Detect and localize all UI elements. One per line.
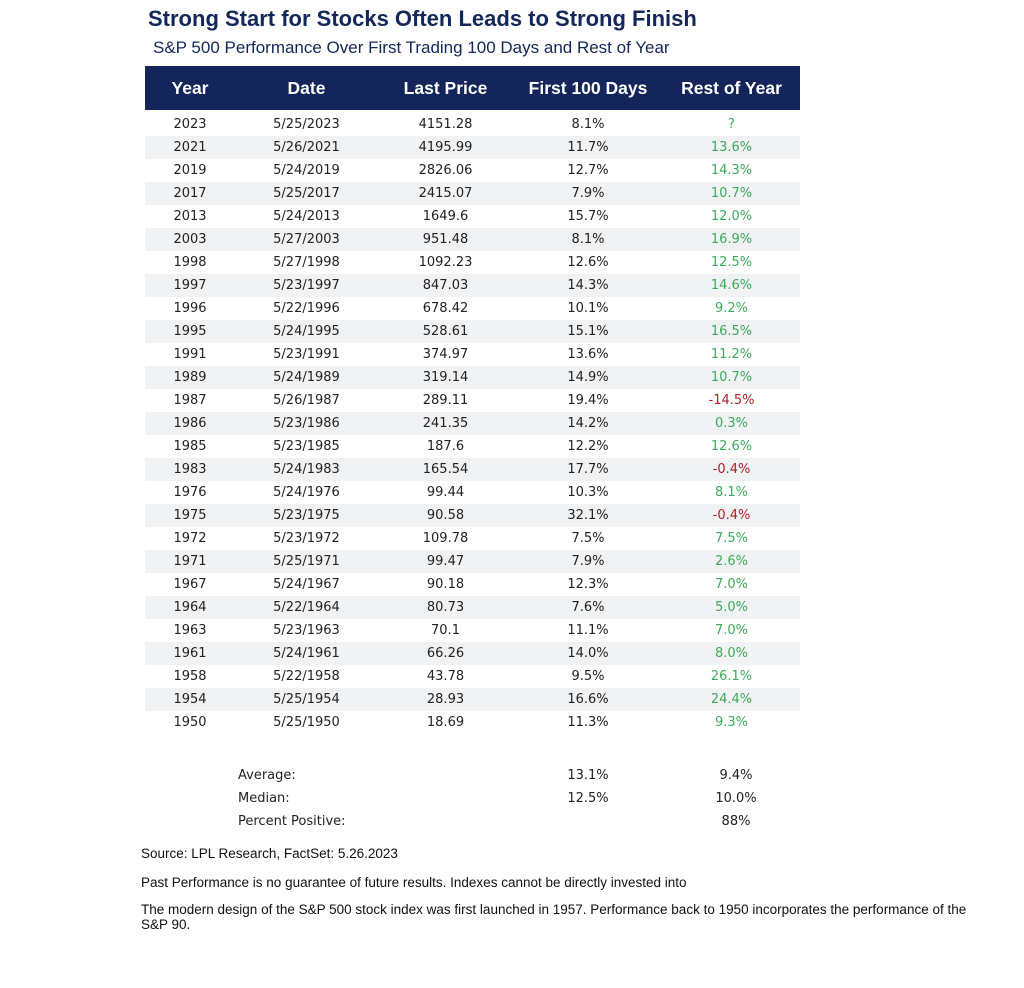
cell-last-price: 66.26 (426, 646, 465, 661)
cell-year: 1989 (173, 370, 207, 385)
cell-first-100-days: 14.0% (567, 646, 609, 661)
cell-date: 5/25/2023 (273, 117, 340, 132)
cell-rest-of-year: 12.5% (710, 255, 753, 270)
cell-first-100-days: 10.3% (567, 485, 609, 500)
table-row (145, 182, 800, 205)
cell-year: 1950 (173, 715, 207, 730)
chart-title: Strong Start for Stocks Often Leads to Strong Finish (148, 6, 697, 31)
table-row (145, 596, 800, 619)
column-header-date: Date (287, 77, 326, 98)
table-row (145, 412, 800, 435)
cell-rest-of-year: 14.6% (710, 278, 753, 293)
table-row (145, 688, 800, 711)
disclaimer-note: Past Performance is no guarantee of future results. Indexes cannot be directly invested into (141, 875, 687, 890)
column-header-year: Year (171, 77, 209, 98)
table-header (145, 66, 800, 110)
cell-last-price: 70.1 (431, 623, 460, 638)
cell-rest-of-year: 16.5% (710, 324, 753, 339)
cell-last-price: 289.11 (422, 393, 469, 408)
cell-year: 1997 (173, 278, 207, 293)
summary-label: Median: (238, 791, 290, 806)
cell-first-100-days: 8.1% (571, 232, 605, 247)
cell-rest-of-year: 8.1% (714, 485, 749, 500)
cell-first-100-days: 14.3% (567, 278, 609, 293)
cell-rest-of-year: -14.5% (708, 393, 755, 408)
cell-year: 2003 (173, 232, 207, 247)
table-body (145, 113, 800, 734)
table-row (145, 159, 800, 182)
cell-rest-of-year: 2.6% (714, 554, 749, 569)
table-row (145, 619, 800, 642)
cell-first-100-days: 7.9% (571, 554, 605, 569)
cell-last-price: 4195.99 (418, 140, 473, 155)
column-header-rest-of-year: Rest of Year (681, 77, 782, 98)
cell-first-100-days: 32.1% (567, 508, 609, 523)
column-header-last-price: Last Price (403, 77, 488, 98)
cell-date: 5/22/1996 (273, 301, 340, 316)
cell-last-price: 1092.23 (418, 255, 473, 270)
cell-year: 1991 (173, 347, 207, 362)
table-row (145, 366, 800, 389)
summary-first-100-days: 13.1% (567, 768, 609, 783)
cell-year: 1958 (173, 669, 207, 684)
cell-rest-of-year: -0.4% (712, 462, 751, 477)
cell-date: 5/26/2021 (273, 140, 340, 155)
cell-rest-of-year: 7.0% (714, 623, 749, 638)
cell-first-100-days: 12.2% (567, 439, 609, 454)
table-row (145, 251, 800, 274)
cell-year: 1954 (173, 692, 207, 707)
summary-first-100-days: 12.5% (567, 791, 609, 806)
cell-rest-of-year: 12.6% (710, 439, 753, 454)
cell-year: 1996 (173, 301, 207, 316)
cell-first-100-days: 14.2% (567, 416, 609, 431)
cell-date: 5/24/1967 (273, 577, 340, 592)
cell-year: 2013 (173, 209, 207, 224)
cell-date: 5/22/1958 (273, 669, 340, 684)
cell-first-100-days: 11.7% (567, 140, 609, 155)
cell-date: 5/24/2013 (273, 209, 340, 224)
cell-last-price: 241.35 (422, 416, 469, 431)
cell-year: 1972 (173, 531, 207, 546)
table-row (145, 573, 800, 596)
cell-last-price: 90.58 (426, 508, 465, 523)
cell-year: 1985 (173, 439, 207, 454)
performance-table (145, 66, 800, 734)
summary-rest-of-year: 9.4% (719, 768, 753, 783)
cell-year: 2019 (173, 163, 207, 178)
cell-first-100-days: 11.1% (567, 623, 609, 638)
cell-rest-of-year: ? (728, 117, 735, 132)
cell-last-price: 109.78 (422, 531, 469, 546)
cell-date: 5/24/1976 (273, 485, 340, 500)
cell-date: 5/25/1971 (273, 554, 340, 569)
table-row (145, 435, 800, 458)
cell-first-100-days: 14.9% (567, 370, 609, 385)
cell-rest-of-year: 5.0% (714, 600, 749, 615)
table-row (145, 481, 800, 504)
cell-first-100-days: 9.5% (571, 669, 605, 684)
cell-rest-of-year: 13.6% (710, 140, 753, 155)
cell-rest-of-year: 10.7% (710, 186, 753, 201)
summary-block (238, 764, 768, 833)
cell-rest-of-year: 26.1% (710, 669, 753, 684)
cell-rest-of-year: 8.0% (714, 646, 749, 661)
cell-date: 5/25/1954 (273, 692, 340, 707)
table-row (145, 665, 800, 688)
cell-last-price: 187.6 (426, 439, 465, 454)
cell-last-price: 374.97 (422, 347, 469, 362)
cell-first-100-days: 19.4% (567, 393, 609, 408)
cell-first-100-days: 13.6% (567, 347, 609, 362)
cell-first-100-days: 12.6% (567, 255, 609, 270)
cell-first-100-days: 10.1% (567, 301, 609, 316)
cell-last-price: 951.48 (422, 232, 469, 247)
cell-year: 1967 (173, 577, 207, 592)
cell-last-price: 678.42 (422, 301, 469, 316)
cell-year: 1971 (173, 554, 207, 569)
cell-year: 1998 (173, 255, 207, 270)
cell-last-price: 528.61 (422, 324, 469, 339)
cell-year: 2021 (173, 140, 207, 155)
summary-label: Percent Positive: (238, 814, 346, 829)
cell-last-price: 90.18 (426, 577, 465, 592)
table-row (145, 228, 800, 251)
summary-label: Average: (238, 768, 296, 783)
cell-rest-of-year: -0.4% (712, 508, 751, 523)
cell-year: 1995 (173, 324, 207, 339)
cell-last-price: 28.93 (426, 692, 465, 707)
cell-last-price: 319.14 (422, 370, 469, 385)
cell-rest-of-year: 7.5% (714, 531, 749, 546)
cell-last-price: 2415.07 (418, 186, 473, 201)
cell-first-100-days: 11.3% (567, 715, 609, 730)
cell-year: 2023 (173, 117, 207, 132)
cell-first-100-days: 12.7% (567, 163, 609, 178)
cell-date: 5/24/1989 (273, 370, 340, 385)
cell-date: 5/23/1972 (273, 531, 340, 546)
table-row (145, 527, 800, 550)
cell-last-price: 2826.06 (418, 163, 473, 178)
cell-rest-of-year: 12.0% (710, 209, 753, 224)
cell-date: 5/23/1975 (273, 508, 340, 523)
cell-date: 5/27/2003 (273, 232, 340, 247)
cell-rest-of-year: 7.0% (714, 577, 749, 592)
cell-date: 5/24/2019 (273, 163, 340, 178)
cell-year: 1975 (173, 508, 207, 523)
cell-date: 5/23/1985 (273, 439, 340, 454)
cell-date: 5/24/1995 (273, 324, 340, 339)
table-row (145, 113, 800, 136)
cell-rest-of-year: 0.3% (714, 416, 749, 431)
cell-first-100-days: 15.7% (567, 209, 609, 224)
summary-rest-of-year: 88% (721, 814, 751, 829)
cell-first-100-days: 8.1% (571, 117, 605, 132)
cell-rest-of-year: 24.4% (710, 692, 753, 707)
cell-first-100-days: 7.6% (571, 600, 605, 615)
cell-last-price: 18.69 (426, 715, 465, 730)
cell-year: 1987 (173, 393, 207, 408)
cell-first-100-days: 16.6% (567, 692, 609, 707)
cell-year: 1963 (173, 623, 207, 638)
cell-rest-of-year: 11.2% (710, 347, 753, 362)
cell-first-100-days: 7.5% (571, 531, 605, 546)
summary-row (238, 764, 768, 787)
cell-last-price: 99.44 (426, 485, 465, 500)
cell-date: 5/23/1963 (273, 623, 340, 638)
table-row (145, 458, 800, 481)
cell-date: 5/24/1983 (273, 462, 340, 477)
cell-first-100-days: 7.9% (571, 186, 605, 201)
cell-year: 2017 (173, 186, 207, 201)
cell-last-price: 1649.6 (422, 209, 469, 224)
table-row (145, 504, 800, 527)
column-header-first-100-days: First 100 Days (528, 77, 648, 98)
summary-rest-of-year: 10.0% (715, 791, 757, 806)
cell-date: 5/27/1998 (273, 255, 340, 270)
chart-subtitle: S&P 500 Performance Over First Trading 100 Days and Rest of Year (153, 38, 670, 57)
cell-rest-of-year: 9.3% (714, 715, 749, 730)
cell-year: 1976 (173, 485, 207, 500)
cell-date: 5/25/2017 (273, 186, 340, 201)
cell-date: 5/23/1997 (273, 278, 340, 293)
cell-date: 5/25/1950 (273, 715, 340, 730)
cell-last-price: 847.03 (422, 278, 469, 293)
cell-rest-of-year: 14.3% (710, 163, 753, 178)
table-row (145, 274, 800, 297)
methodology-note: The modern design of the S&P 500 stock index was first launched in 1957. Performance back to 1950 incorporates the performance of the S&P 90. (141, 902, 967, 932)
cell-last-price: 43.78 (426, 669, 465, 684)
table-row (145, 136, 800, 159)
table-row (145, 642, 800, 665)
cell-date: 5/23/1986 (273, 416, 340, 431)
table-row (145, 389, 800, 412)
summary-row (238, 810, 768, 833)
cell-year: 1964 (173, 600, 207, 615)
cell-last-price: 99.47 (426, 554, 465, 569)
table-row (145, 550, 800, 573)
table-row (145, 205, 800, 228)
table-row (145, 320, 800, 343)
table-row (145, 343, 800, 366)
cell-rest-of-year: 9.2% (714, 301, 749, 316)
cell-first-100-days: 12.3% (567, 577, 609, 592)
cell-date: 5/23/1991 (273, 347, 340, 362)
cell-year: 1961 (173, 646, 207, 661)
cell-date: 5/22/1964 (273, 600, 340, 615)
cell-date: 5/26/1987 (273, 393, 340, 408)
cell-rest-of-year: 10.7% (710, 370, 753, 385)
cell-first-100-days: 17.7% (567, 462, 609, 477)
cell-last-price: 165.54 (422, 462, 469, 477)
table-row (145, 711, 800, 734)
cell-date: 5/24/1961 (273, 646, 340, 661)
cell-last-price: 80.73 (426, 600, 465, 615)
cell-year: 1983 (173, 462, 207, 477)
cell-year: 1986 (173, 416, 207, 431)
table-row (145, 297, 800, 320)
source-note: Source: LPL Research, FactSet: 5.26.2023 (141, 846, 398, 861)
cell-rest-of-year: 16.9% (710, 232, 753, 247)
cell-first-100-days: 15.1% (567, 324, 609, 339)
cell-last-price: 4151.28 (418, 117, 473, 132)
summary-row (238, 787, 768, 810)
